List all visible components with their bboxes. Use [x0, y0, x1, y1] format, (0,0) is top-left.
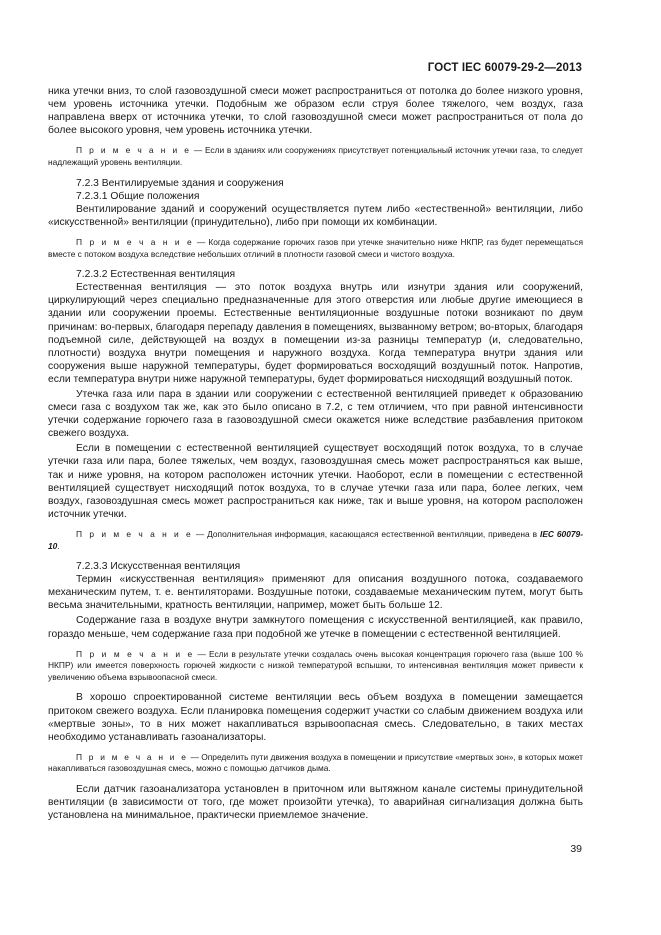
note-label: П р и м е ч а н и е [76, 648, 195, 659]
paragraph-7-2-3-2-c: Если в помещении с естественной вентиляцией существует восходящий поток воздуха, то в случае утечки газа или пара, более тяжелых, чем воздух, газовоздушная смесь может распространяться как выше, так и ниже уровня, на котором расположен источник утечки. Наоборот, если в помещении с естественной вентиляцией существует нисходящий поток воздуха, то в случае утечки газа или пара, более легких, чем воздух, газовоздушная смесь может распространиться как ниже, так и выше уровня, на котором расположен источник утечки. [48, 443, 583, 520]
note-4: П р и м е ч а н и е — Если в результате утечки создалась очень высокая концентрация горючего газа (выше 100 % НКПР) или имеется поверхность горючей жидкости с низкой температурой вспышки, то интенсивная вентиляция может привести к увеличению объема взрывоопасной смеси. [48, 648, 584, 682]
note-5: П р и м е ч а н и е — Определить пути движения воздуха в помещении и присутствие «мертвых зон», в которых может накапливаться газовоздушная смесь, можно с помощью датчиков дыма. [48, 751, 583, 774]
page-content [48, 85, 583, 822]
paragraph-7-2-3-2-b: Утечка газа или пара в здании или сооружении с естественной вентиляцией приведет к образованию смеси газа с воздухом так же, как это было описано в 7.2, с тем отличием, что при равной интенсивности утечки содержание горючего газа в газовоздушной смеси окажется ниже вследствие разбавления притоком свежего воздуха. [48, 388, 583, 440]
paragraph-7-2-3-2-a: Естественная вентиляция — это поток воздуха внутрь или изнутри здания или сооружений, циркулирующий через специально предназначенные для этого отверстия или любые другие имеющиеся в здании или сооружении проемы. Естественные вентиляционные воздушные потоки возникают по двум причинам: во-первых, благодаря перепаду давления в помещениях, вызванному ветром; во-вторых, благодаря подъемной силе, действующей на воздух в помещении из-за разницы температур (и, следовательно, плотности) воздуха внутри помещения и наружного воздуха. Когда температура внутри здания или сооружения выше наружной температуры, будет формироваться восходящий воздушный поток. Напротив, если температура внутри ниже наружной температуры, будет формироваться нисходящий воздушный поток. [48, 282, 583, 385]
paragraph-7-2-3-3-d: Если датчик газоанализатора установлен в приточном или вытяжном канале системы принудительной вентиляции (в зависимости от того, где может произойти утечка), то аварийная сигнализация должна быть установлена на минимальное, практически приемлемое значение. [48, 784, 583, 822]
note-2: П р и м е ч а н и е — Когда содержание горючих газов при утечке значительно ниже НКПР, газ будет перемещаться вместе с потоком воздуха вследствие небольших отличий в плотности газовой смеси и чистого воздуха. [48, 236, 583, 259]
paragraph-7-2-3-3-a: Термин «искусственная вентиляция» применяют для описания воздушного потока, создаваемого механическим путем, т. е. вентиляторами. Воздушные потоки, создаваемые механическим путем, могут быть весьма значительными, кратность вентиляции, например, может быть больше 12. [48, 574, 583, 612]
paragraph-7-2-3-1: Вентилирование зданий и сооружений осуществляется путем либо «естественной» вентиляции, либо «искусственной» вентиляции (принудительно), либо при помощи их комбинации. [48, 203, 583, 228]
section-heading-7-2-3-2: 7.2.3.2 Естественная вентиляция [76, 269, 236, 281]
standard-reference: IEC 60079-10 [48, 528, 583, 551]
paragraph-7-2-3-3-c: В хорошо спроектированной системе вентиляции весь объем воздуха в помещении замещается притоком свежего воздуха. Если планировка помещения содержит участки со слабым движением воздуха или «мертвые зоны», то в них может накапливаться взрывоопасная смесь. Следовательно, в таких местах необходимо устанавливать газоанализаторы. [48, 692, 583, 743]
section-heading-7-2-3: 7.2.3 Вентилируемые здания и сооружения [76, 177, 284, 189]
standard-header: ГОСТ IEC 60079-29-2—2013 [427, 62, 582, 74]
note-label: П р и м е ч а н и е [76, 236, 194, 247]
note-label: П р и м е ч а н и е [76, 528, 193, 539]
page-number: 39 [570, 843, 582, 855]
note-1: П р и м е ч а н и е — Если в зданиях или сооружениях присутствует потенциальный источник утечки газа, то следует надлежащий уровень вентиляции. [48, 145, 583, 167]
paragraph-7-2-3-3-b: Содержание газа в воздухе внутри замкнутого помещения с искусственной вентиляцией, как правило, гораздо меньше, чем содержание газа при подобной же утечке в помещении с естественной вентиляцией. [48, 615, 583, 640]
note-3: П р и м е ч а н и е — Дополнительная информация, касающаяся естественной вентиляции, приведена в IEC 60079-10. [48, 528, 583, 551]
note-label: П р и м е ч а н и е [76, 145, 192, 156]
section-heading-7-2-3-3: 7.2.3.3 Искусственная вентиляция [76, 561, 241, 573]
intro-paragraph: ника утечки вниз, то слой газовоздушной смеси может распространиться от потолка до более низкого уровня, чем уровень источника утечки. Подобным же образом если струя более тяжелого, чем воздух, газа направлена вверх от источника утечки, то слой газовоздушной смеси может распространиться от пола до более высокого уровня, чем уровень источника утечки. [48, 86, 583, 137]
section-heading-7-2-3-1: 7.2.3.1 Общие положения [76, 190, 200, 202]
note-label: П р и м е ч а н и е [76, 751, 189, 762]
